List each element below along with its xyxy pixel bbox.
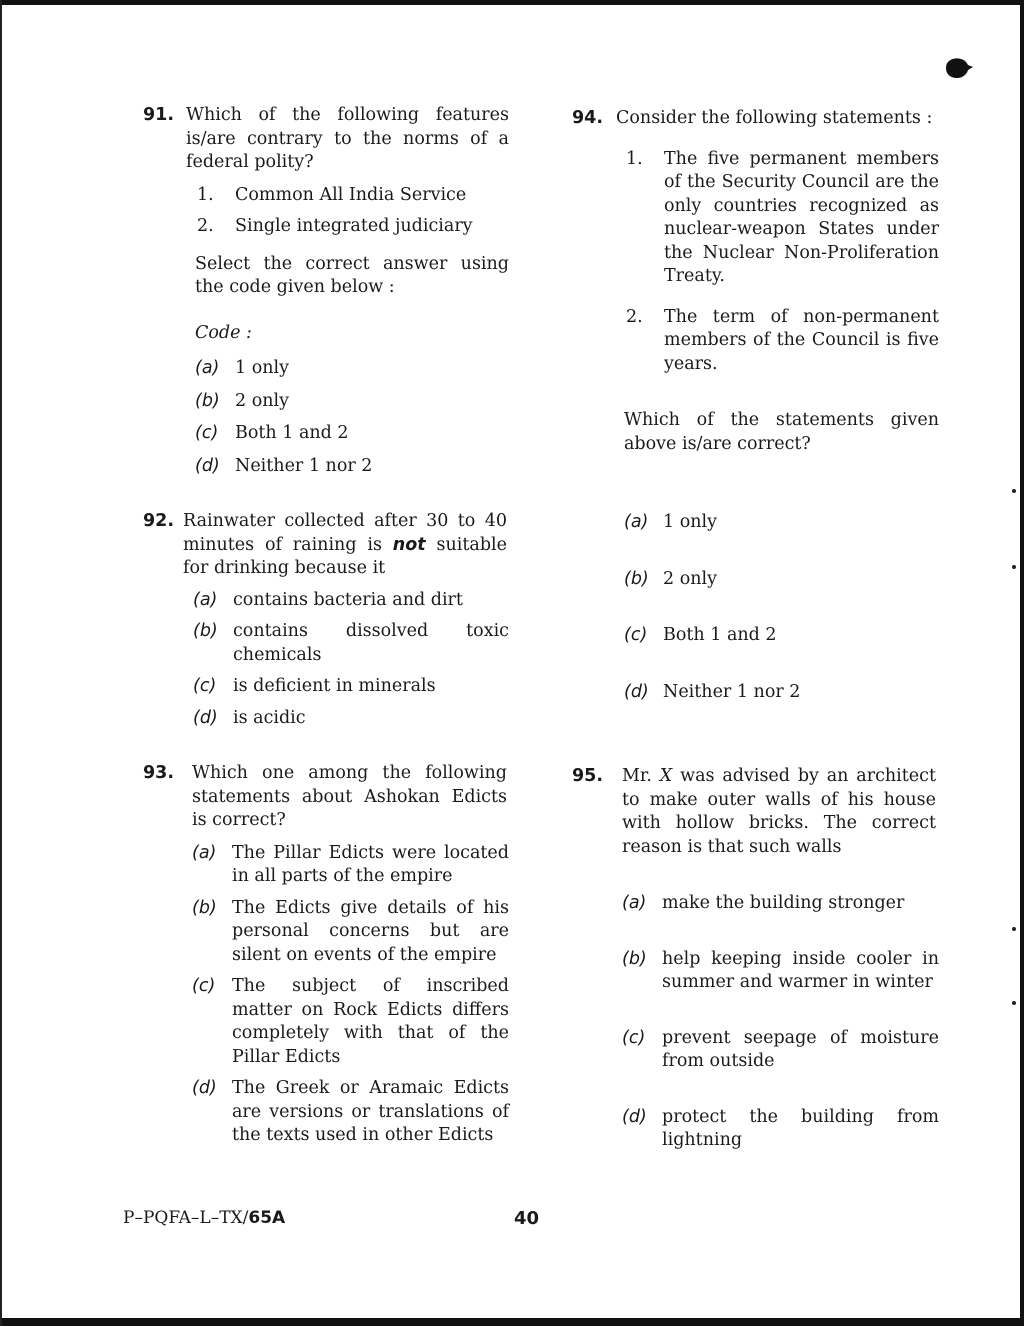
option-label: (a) [195,358,220,378]
option-label: (c) [622,1027,646,1048]
option-text: make the building stronger [662,893,905,913]
question-94 [572,107,939,704]
option-b [622,948,939,995]
option-text: is deficient in minerals [233,676,436,696]
statement-item [197,184,509,208]
booklet-code-series: 65A [248,1208,286,1228]
option-c [192,975,509,1069]
option-text: The Edicts give details of his personal concerns but are silent on events of the empire [232,897,509,965]
option-text: help keeping inside cooler in summer and warmer in winter [662,948,939,992]
option-label: (b) [193,621,218,641]
option-text: is acidic [233,707,306,728]
option-label: (b) [195,390,220,411]
option-c [624,624,939,648]
question-text: Which one among the following statements about Ashokan Edicts is correct? [192,763,507,830]
option-label: (d) [195,455,220,476]
option-text: contains dissolved toxic chemicals [233,621,509,665]
instruction-text: Select the correct answer using the code given below : [195,253,509,297]
statement-number: 2. [197,216,214,236]
question-text-before: Mr. [622,766,652,786]
option-text: 2 only [663,568,717,589]
scan-dot [1012,489,1016,493]
page-border-bottom [0,1318,1024,1326]
option-b [624,568,939,592]
option-a [192,842,509,889]
scan-dot [1012,1001,1016,1005]
question-prompt: Which of the statements given above is/are correct? [624,410,939,454]
statement-number: 1. [626,148,643,169]
option-text: prevent seepage of moisture from outside [662,1027,939,1071]
option-text: protect the building from lightning [662,1106,939,1150]
option-b [192,897,509,968]
option-d [622,1106,939,1153]
question-number: 95. [572,766,604,786]
question-text: Consider the following statements : [616,108,933,128]
question-text: Which of the following features is/are contrary to the norms of a federal polity? [186,105,509,172]
option-label: (a) [193,589,218,610]
page-border-top [0,0,1024,5]
option-label: (d) [192,1078,217,1098]
option-text: The subject of inscribed matter on Rock Edicts differs completely with that of the Pillar Edicts [232,976,509,1067]
option-text: The Greek or Aramaic Edicts are versions or translations of the texts used in other Edicts [232,1078,509,1145]
question-number: 93. [143,763,175,783]
option-text: Neither 1 nor 2 [235,455,373,476]
option-label: (b) [624,568,649,589]
booklet-code [123,1207,285,1231]
statement-text: The five permanent members of the Security Council are the only countries recognized as nuclear-weapon States under the Nuclear Non-Proliferation Treaty. [664,148,939,286]
question-95 [572,765,939,1153]
option-b [193,620,509,667]
page-border-right [1020,0,1024,1326]
option-text: Both 1 and 2 [663,625,777,645]
option-b [195,390,509,414]
option-text: Both 1 and 2 [235,423,349,443]
option-text: 2 only [235,390,289,411]
question-text-after: suitable for drinking because it [183,534,507,578]
statement-text: Common All India Service [235,184,467,205]
option-label: (a) [622,893,647,913]
variable-x: X [659,766,673,786]
question-91 [143,104,509,478]
option-d [193,707,509,731]
option-c [195,422,509,446]
option-label: (a) [624,512,649,532]
option-label: (c) [624,625,648,645]
option-label: (d) [193,707,218,728]
question-92 [143,510,509,730]
left-column [143,104,509,1148]
scan-dot [1012,565,1016,569]
statement-item [626,306,939,377]
option-a [624,511,939,535]
option-text: 1 only [663,512,717,532]
statement-item [626,148,939,289]
option-label: (d) [624,681,649,702]
option-text: 1 only [235,358,289,378]
option-text: contains bacteria and dirt [233,589,463,610]
option-d [195,455,509,479]
option-a [193,589,509,613]
option-d [624,681,939,705]
question-text [622,765,936,859]
page-border-left [0,0,2,1326]
option-label: (a) [192,842,217,863]
option-label: (b) [622,948,647,969]
booklet-code-prefix: P–PQFA–L–TX/ [123,1208,249,1228]
scan-mark-icon [944,56,974,80]
statement-number: 2. [626,306,643,327]
option-label: (c) [192,976,216,996]
option-label: (c) [195,423,219,443]
question-number: 91. [143,105,175,125]
question-93 [143,762,509,1148]
question-number: 94. [572,108,604,128]
option-label: (b) [192,897,217,918]
option-label: (d) [622,1106,647,1127]
emphasis-word: not [392,534,426,555]
question-text-after: was advised by an architect to make outer walls of his house with hollow bricks. The correct reason is that such walls [622,766,936,857]
option-a [622,892,939,916]
statement-number: 1. [197,184,214,205]
statement-text: Single integrated judiciary [235,216,473,236]
option-c [622,1027,939,1074]
option-c [193,675,509,699]
option-a [195,357,509,381]
question-number: 92. [143,511,175,531]
question-text [183,510,507,581]
option-text: The Pillar Edicts were located in all parts of the empire [232,842,509,886]
option-d [192,1077,509,1148]
scan-dot [1012,927,1016,931]
option-text: Neither 1 nor 2 [663,681,801,702]
statement-item [197,215,509,239]
statement-text: The term of non-permanent members of the Council is five years. [664,306,939,374]
question-text-before: Rainwater collected after 30 to 40 minutes of raining is [183,511,507,555]
option-label: (c) [193,676,217,696]
code-label: Code : [195,322,252,343]
page-number: 40 [514,1208,540,1229]
right-column [572,107,939,1153]
